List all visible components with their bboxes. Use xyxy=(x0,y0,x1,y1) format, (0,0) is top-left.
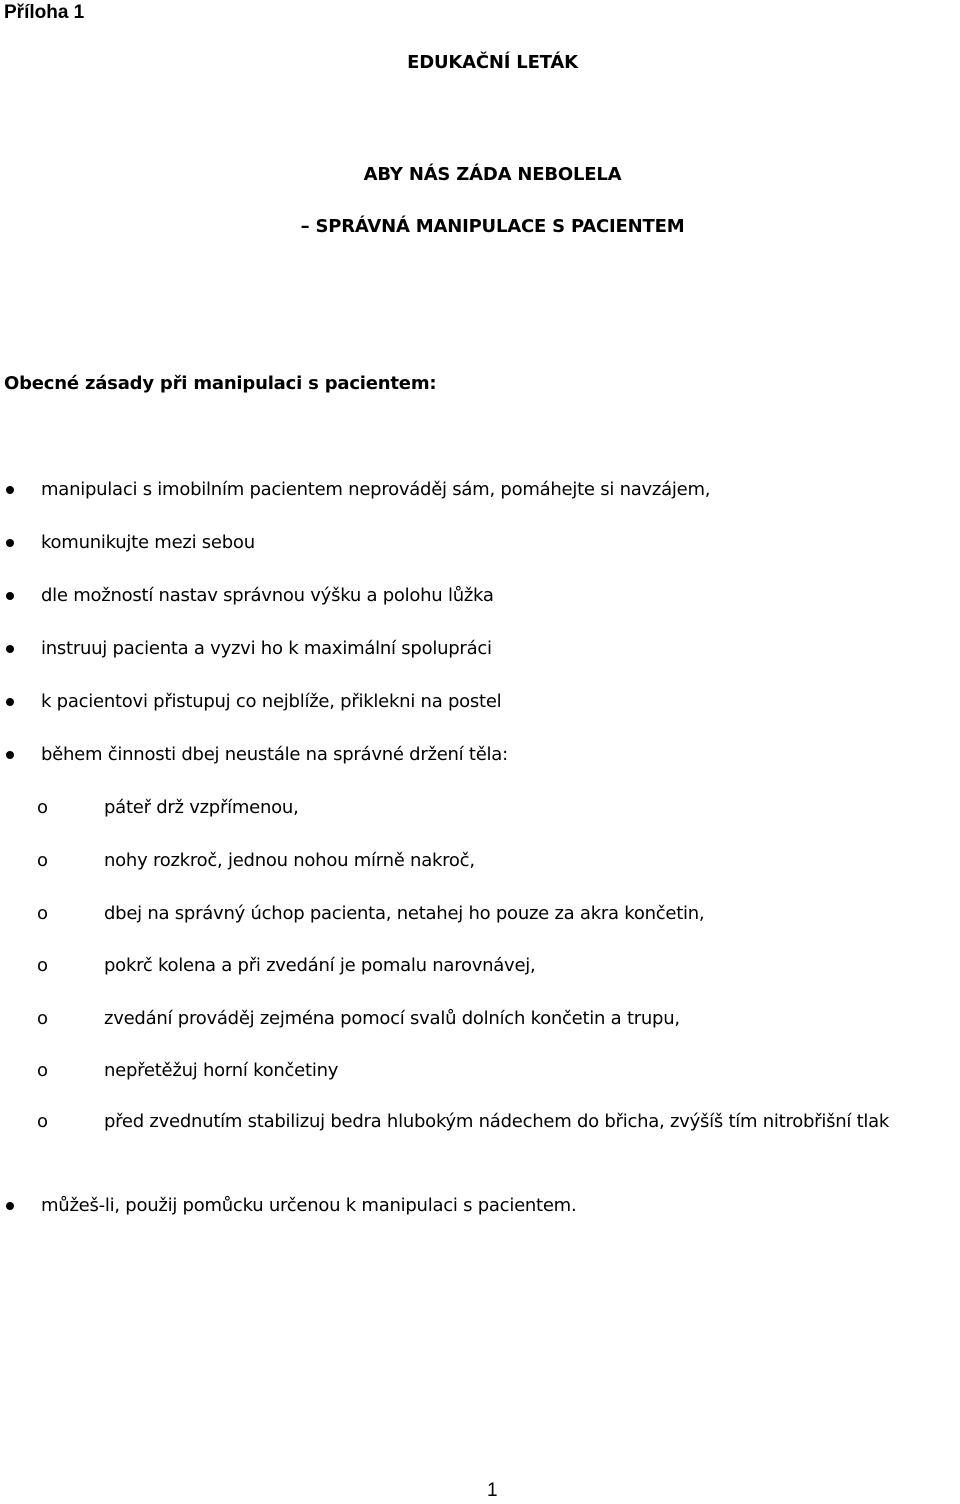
bullet-icon xyxy=(6,1202,14,1210)
sub-list-item-text: nohy rozkroč, jednou nohou mírně nakroč, xyxy=(104,850,475,871)
list-item-text: komunikujte mezi sebou xyxy=(41,532,255,553)
list-item-text: dle možností nastav správnou výšku a polohu lůžka xyxy=(41,585,494,606)
circle-marker-icon: o xyxy=(37,903,48,924)
list-item-text: instruuj pacienta a vyzvi ho k maximální spolupráci xyxy=(41,638,492,659)
bullet-icon xyxy=(6,645,14,653)
sub-list-item-text: páteř drž vzpřímenou, xyxy=(104,797,299,818)
circle-marker-icon: o xyxy=(37,797,48,818)
bullet-icon xyxy=(6,486,14,494)
sub-list-item-text: pokrč kolena a při zvedání je pomalu narovnávej, xyxy=(104,955,536,976)
sub-list-item-text: zvedání prováděj zejména pomocí svalů dolních končetin a trupu, xyxy=(104,1008,680,1029)
list-item-text: během činnosti dbej neustále na správné držení těla: xyxy=(41,744,508,765)
sub-list-item-text: před zvednutím stabilizuj bedra hlubokým nádechem do břicha, zvýšíš tím nitrobřišní tlak xyxy=(104,1111,890,1132)
bullet-icon xyxy=(6,698,14,706)
list-item-text: k pacientovi přistupuj co nejblíže, přiklekni na postel xyxy=(41,691,502,712)
annex-label: Příloha 1 xyxy=(4,2,85,23)
bullet-icon xyxy=(6,539,14,547)
page-number: 1 xyxy=(487,1480,498,1501)
bullet-icon xyxy=(6,751,14,759)
leaflet-subtitle-line-2: – SPRÁVNÁ MANIPULACE S PACIENTEM xyxy=(300,216,685,237)
bullet-icon xyxy=(6,592,14,600)
list-item-text: můžeš-li, použij pomůcku určenou k manipulaci s pacientem. xyxy=(41,1195,577,1216)
circle-marker-icon: o xyxy=(37,1111,48,1132)
leaflet-subtitle-line-1: ABY NÁS ZÁDA NEBOLELA xyxy=(363,164,622,185)
circle-marker-icon: o xyxy=(37,1008,48,1029)
sub-list-item-text: dbej na správný úchop pacienta, netahej ho pouze za akra končetin, xyxy=(104,903,705,924)
circle-marker-icon: o xyxy=(37,1060,48,1081)
leaflet-title: EDUKAČNÍ LETÁK xyxy=(407,52,578,73)
circle-marker-icon: o xyxy=(37,955,48,976)
circle-marker-icon: o xyxy=(37,850,48,871)
section-heading: Obecné zásady při manipulaci s pacientem: xyxy=(4,373,437,394)
list-item-text: manipulaci s imobilním pacientem neprováděj sám, pomáhejte si navzájem, xyxy=(41,479,711,500)
sub-list-item-text: nepřetěžuj horní končetiny xyxy=(104,1060,339,1081)
